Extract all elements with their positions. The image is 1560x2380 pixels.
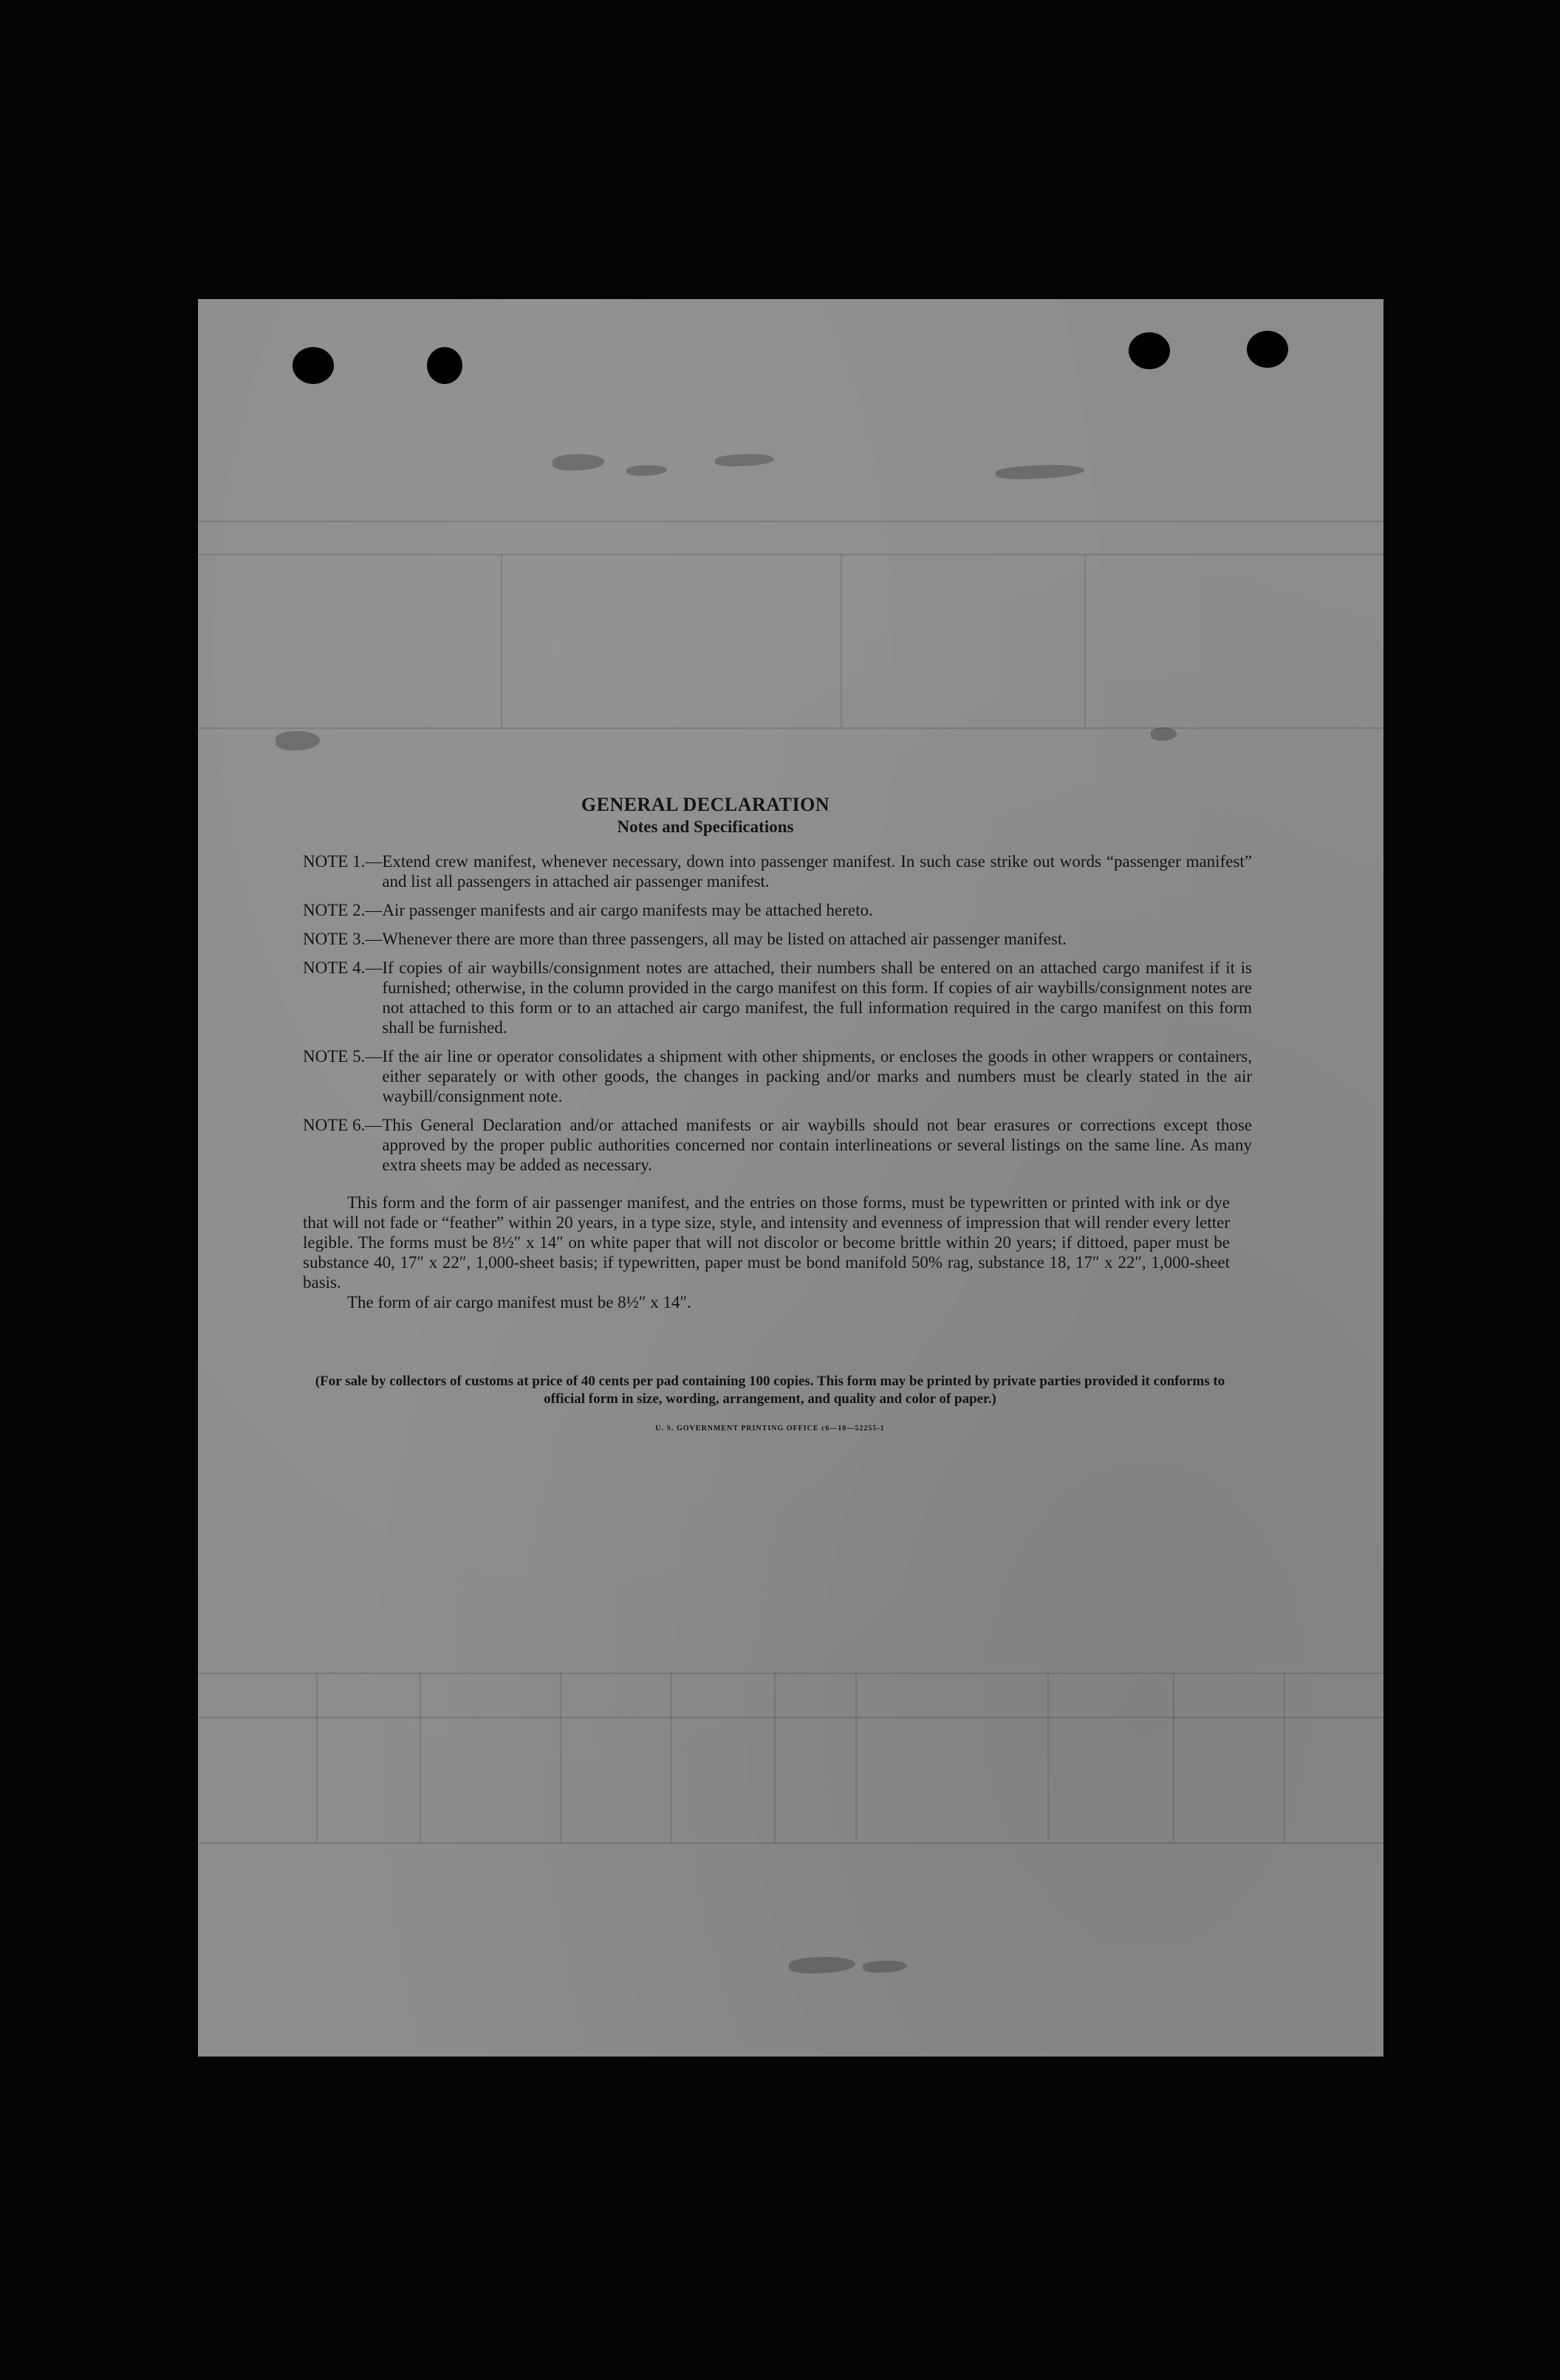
punch-hole xyxy=(1247,331,1288,368)
punch-hole xyxy=(1129,332,1170,369)
note-5 xyxy=(303,1046,1252,1106)
page-subtitle: Notes and Specifications xyxy=(617,817,794,836)
punch-hole xyxy=(292,347,334,384)
note-3 xyxy=(303,929,1252,949)
note-text: Air passenger manifests and air cargo manifests may be attached hereto. xyxy=(382,901,873,919)
specification-paragraph: This form and the form of air passenger manifest, and the entries on those forms, must be typewritten or printed with ink or dye that will not fade or “feather” within 20 years, in a type size, style, and intensity and evenness of impression that will render every letter legible. The forms must be 8½″ x 14″ on white paper that will not discolor or become brittle within 20 years; if dittoed, paper must be substance 40, 17″ x 22″, 1,000-sheet basis; if typewritten, paper must be bond manifold 50% rag, substance 18, 17″ x 22″, 1,000-sheet basis. xyxy=(303,1193,1230,1292)
note-4 xyxy=(303,958,1252,1038)
note-label: NOTE 6.— xyxy=(303,1116,383,1134)
note-1 xyxy=(303,851,1252,891)
note-text: If the air line or operator consolidates a shipment with other shipments, or encloses the goods in other wrappers or containers, either separately or with other goods, the changes in packing and/or marks and numbers must be clearly stated in the air waybill/consignment note. xyxy=(382,1047,1252,1105)
page-title: GENERAL DECLARATION xyxy=(581,794,830,815)
note-text: This General Declaration and/or attached manifests or air waybills should not bear erasures or corrections except those approved by the proper public authorities concerned nor contain interlineations or several listings on the same line. As many extra sheets may be added as necessary. xyxy=(382,1116,1252,1174)
note-text: Whenever there are more than three passengers, all may be listed on attached air passenger manifest. xyxy=(382,930,1067,948)
cargo-form-size: The form of air cargo manifest must be 8½″ x 14″. xyxy=(347,1293,691,1311)
note-6 xyxy=(303,1115,1252,1175)
note-label: NOTE 1.— xyxy=(303,852,383,871)
notes-list xyxy=(303,851,1252,1175)
note-label: NOTE 4.— xyxy=(303,958,383,977)
punch-hole xyxy=(427,347,462,384)
note-2 xyxy=(303,900,1252,920)
note-label: NOTE 5.— xyxy=(303,1047,383,1066)
note-label: NOTE 2.— xyxy=(303,901,383,919)
note-text: If copies of air waybills/consignment notes are attached, their numbers shall be entered on an attached cargo manifest if it is furnished; otherwise, in the column provided in the cargo manifest on this form. If copies of air waybills/consignment notes are not attached to this form or to an attached air cargo manifest, the full information required in the cargo manifest on this form shall be furnished. xyxy=(382,958,1252,1037)
note-label: NOTE 3.— xyxy=(303,930,383,948)
sale-notice: (For sale by collectors of customs at price of 40 cents per pad containing 100 copies. This form may be printed by private parties provided it conforms to official form in size, wording, arrangement, and quality and color of paper.) xyxy=(315,1374,1225,1407)
notes-and-specifications xyxy=(303,794,1252,1433)
note-text: Extend crew manifest, whenever necessary, down into passenger manifest. In such case strike out words “passenger manifest” and list all passengers in attached air passenger manifest. xyxy=(382,852,1252,891)
printer-line: U. S. GOVERNMENT PRINTING OFFICE c6—10—52255-1 xyxy=(655,1424,885,1433)
